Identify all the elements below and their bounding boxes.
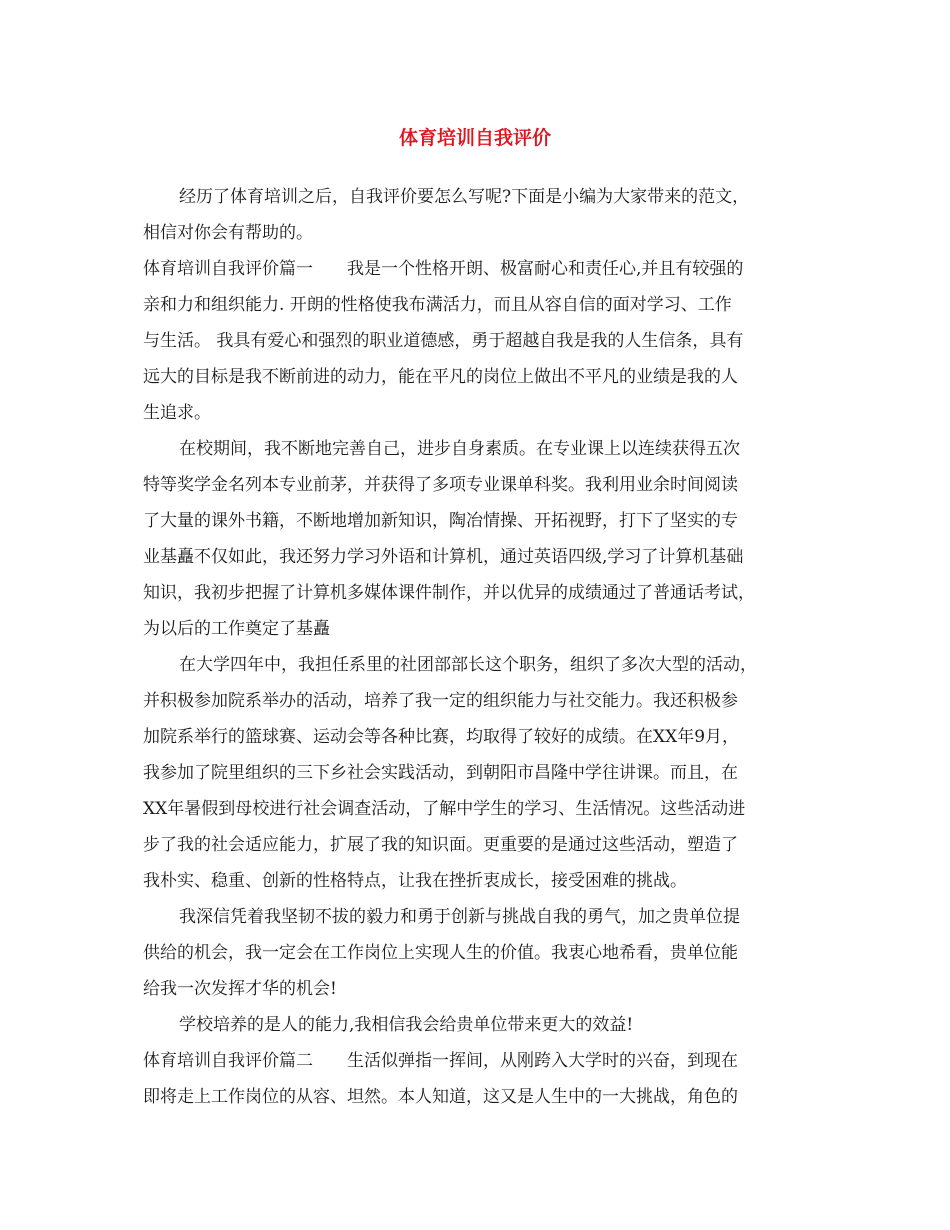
text-line: 知识，我初步把握了计算机多媒体课件制作，并以优异的成绩通过了普通话考试， <box>143 583 755 603</box>
text-line: 经历了体育培训之后，自我评价要怎么写呢?下面是小编为大家带来的范文， <box>179 187 750 207</box>
text-line: 生追求。 <box>143 403 211 423</box>
text-line: 亲和力和组织能力. 开朗的性格使我布满活力，而且从容自信的面对学习、工作 <box>143 295 732 315</box>
text-line: 为以后的工作奠定了基矗 <box>143 619 330 639</box>
text-line: 我参加了院里组织的三下乡社会实践活动，到朝阳市昌隆中学往讲课。而且，在 <box>143 763 738 783</box>
text-line: 在校期间，我不断地完善自己，进步自身素质。在专业课上以连续获得五次 <box>179 439 740 459</box>
text-line: 远大的目标是我不断前进的动力，能在平凡的岗位上做出不平凡的业绩是我的人 <box>143 367 738 387</box>
text-line: 体育培训自我评价篇二 生活似弹指一挥间，从刚跨入大学时的兴奋，到现在 <box>143 1051 738 1071</box>
text-line: 给我一次发挥才华的机会! <box>143 979 337 999</box>
text-line: 并积极参加院系举办的活动，培养了我一定的组织能力与社交能力。我还积极参 <box>143 691 738 711</box>
text-line: 在大学四年中，我担任系里的社团部部长这个职务，组织了多次大型的活动， <box>179 655 757 675</box>
text-line: 我深信凭着我坚韧不拔的毅力和勇于创新与挑战自我的勇气，加之贵单位提 <box>179 907 740 927</box>
text-line: 步了我的社会适应能力，扩展了我的知识面。更重要的是通过这些活动，塑造了 <box>143 835 738 855</box>
text-line: 与生活。 我具有爱心和强烈的职业道德感，勇于超越自我是我的人生信条，具有 <box>143 331 744 351</box>
text-line: 体育培训自我评价篇一 我是一个性格开朗、极富耐心和责任心,并且有较强的 <box>143 259 744 279</box>
document-title: 体育培训自我评价 <box>398 127 551 149</box>
text-line: 了大量的课外书籍，不断地增加新知识，陶冶情操、开拓视野，打下了坚实的专 <box>143 511 738 531</box>
text-line: 我朴实、稳重、创新的性格特点，让我在挫折衷成长，接受困难的挑战。 <box>143 871 687 891</box>
text-line: 业基矗不仅如此，我还努力学习外语和计算机，通过英语四级,学习了计算机基础 <box>143 547 744 567</box>
text-line: 加院系举行的篮球赛、运动会等各种比赛，均取得了较好的成绩。在XX年9月， <box>143 727 740 747</box>
text-line: 学校培养的是人的能力,我相信我会给贵单位带来更大的效益! <box>179 1015 634 1035</box>
text-line: 即将走上工作岗位的从容、坦然。本人知道，这又是人生中的一大挑战，角色的 <box>143 1087 738 1107</box>
text-line: 供给的机会，我一定会在工作岗位上实现人生的价值。我衷心地希看，贵单位能 <box>143 943 738 963</box>
text-line: XX年暑假到母校进行社会调查活动，了解中学生的学习、生活情况。这些活动进 <box>143 799 746 819</box>
text-line: 相信对你会有帮助的。 <box>143 223 313 243</box>
text-line: 特等奖学金名列本专业前茅，并获得了多项专业课单科奖。我利用业余时间阅读 <box>143 475 738 495</box>
